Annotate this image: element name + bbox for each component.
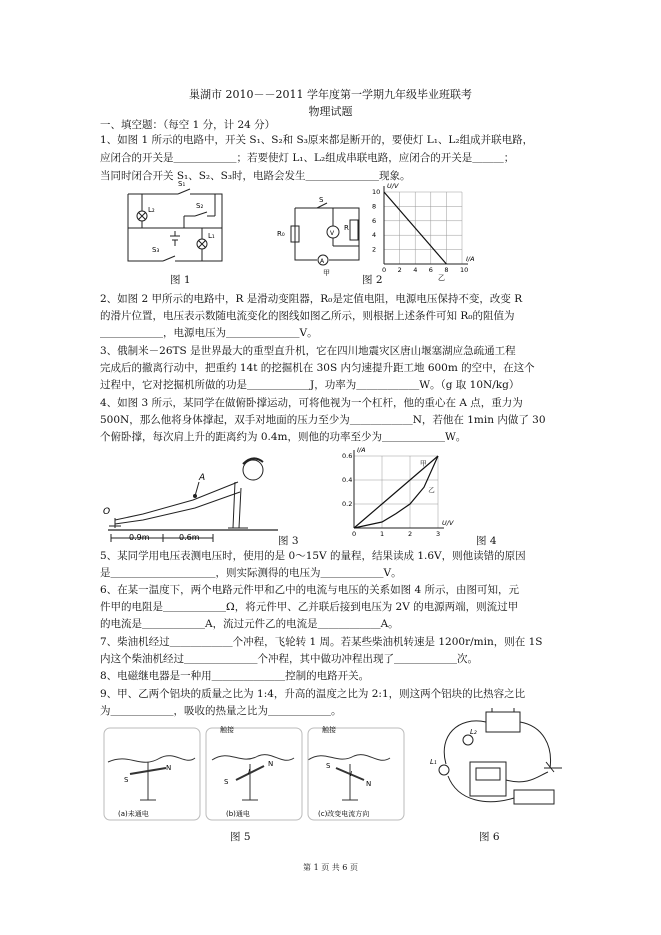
- fig5-panel-label: (b)通电: [226, 810, 250, 818]
- figure-3-caption: 图 3: [278, 535, 299, 547]
- figure-1-circuit: [120, 180, 230, 270]
- q1-line: 当同时闭合开关 S₁、S₂、S₃时，电路会发生＿＿＿＿＿＿＿现象。: [100, 170, 411, 182]
- y-tick-label: 0.4: [342, 476, 353, 484]
- y-tick-label: 8: [372, 202, 377, 211]
- x-tick-label: 1: [380, 530, 385, 538]
- q4-line: 500N，那么他将身体撑起，双手对地面的压力至少为＿＿＿＿＿＿N，若他在 1min 内做了 30: [100, 414, 546, 426]
- fig5-label-s: S: [124, 776, 129, 784]
- figure-4-caption: 图 4: [476, 535, 497, 547]
- y-axis-label: I/A: [357, 446, 366, 454]
- x-axis-label: U/V: [442, 519, 454, 527]
- q2-line: 2、如图 2 甲所示的电路中，R 是滑动变阻器，R₀是定值电阻，电源电压保持不变，改变 R: [100, 293, 523, 305]
- fig1-label: L₁: [208, 232, 215, 240]
- fig6-label-l2: L₂: [470, 728, 477, 736]
- page-footer: 第 1 页 共 6 页: [303, 863, 358, 872]
- fig5-label-s: S: [326, 762, 331, 770]
- x-axis-label: I/A: [466, 255, 475, 263]
- figure-2-caption: 图 2: [362, 274, 383, 286]
- fig3-dim-2: 0.6m: [179, 533, 200, 542]
- x-tick-label: 0: [382, 266, 387, 274]
- x-tick-label: 2: [397, 266, 402, 274]
- q3-line: 过程中，它对挖掘机所做的功是＿＿＿＿＿＿J，功率为＿＿＿＿＿＿W。（g 取 10N/kg）: [100, 379, 520, 391]
- q2-line: ＿＿＿＿＿＿，电源电压为＿＿＿＿＿＿＿V。: [100, 327, 318, 339]
- section-heading: 一、填空题：（每空 1 分，计 24 分）: [100, 119, 276, 131]
- figure-1-caption: 图 1: [170, 274, 191, 286]
- fig1-label: S₂: [196, 202, 204, 210]
- q1-line: 1、如图 1 所示的电路中，开关 S₁、S₂和 S₃原来都是断开的，要使灯 L₁、L₂组成并联电路，: [100, 134, 534, 146]
- fig5-label-n: N: [166, 764, 172, 772]
- fig5-label-n: N: [366, 780, 372, 788]
- q5-line: 5、某同学用电压表测电压时，使用的是 0～15V 的量程，结果读成 1.6V，则他读错的原因: [100, 550, 526, 562]
- fig5-touch: 触接: [322, 726, 336, 734]
- series-label-2: 乙: [428, 486, 435, 494]
- q2-line: 的滑片位置，电压表示数随电流变化的图线如图乙所示，则根据上述条件可知 R₀的阻值为: [100, 310, 515, 322]
- q9-line: 9、甲、乙两个铝块的质量之比为 1:4，升高的温度之比为 2:1，则这两个铝块的比热容之比: [100, 688, 526, 700]
- q6-line: 件甲的电阻是＿＿＿＿＿＿Ω，将元件甲、乙并联后接到电压为 2V 的电源两端，则流过甲: [100, 601, 519, 613]
- y-tick-label: 0.2: [342, 500, 353, 508]
- fig3-dim-1: 0.9m: [129, 533, 150, 542]
- figure-6-circuit: [418, 706, 568, 828]
- fig2a-label: R₀: [277, 230, 285, 238]
- q3-line: 3、俄制米－26TS 是世界最大的重型直升机，它在四川地震灾区唐山堰塞湖应急疏通工程: [100, 345, 516, 357]
- q5-line: 是＿＿＿＿＿＿＿＿＿＿，则实际测得的电压为＿＿＿＿＿＿V。: [100, 567, 402, 579]
- figure-2a-circuit: [277, 196, 367, 277]
- y-tick-label: 0.6: [342, 452, 353, 460]
- fig5-label-s: S: [224, 778, 229, 786]
- x-tick-label: 2: [408, 530, 413, 538]
- x-tick-label: 3: [436, 530, 441, 538]
- q7-line: 内这个柴油机经过＿＿＿＿＿＿＿个冲程，其中做功冲程出现了＿＿＿＿＿＿次。: [100, 653, 478, 665]
- fig5-label-i: I: [350, 770, 353, 778]
- fig5-panel-label: (c)改变电流方向: [318, 810, 370, 818]
- figure-4-chart: [336, 446, 456, 546]
- figure-5-caption: 图 5: [230, 831, 251, 843]
- fig3-label-o: O: [103, 507, 111, 517]
- fig6-label-l1: L₁: [430, 758, 437, 766]
- fig5-touch: 触接: [220, 726, 234, 734]
- fig2a-label: S: [319, 196, 324, 204]
- y-tick-label: 6: [372, 216, 377, 225]
- x-tick-label: 0: [352, 530, 357, 538]
- y-axis-label: U/V: [387, 182, 399, 190]
- q7-line: 7、柴油机经过＿＿＿＿＿＿个冲程，飞轮转 1 周。若某些柴油机转速是 1200r/min，则在 1S: [100, 636, 543, 648]
- y-tick-label: 4: [372, 231, 377, 240]
- q4-line: 4、如图 3 所示，某同学在做俯卧撑运动，可将他视为一个杠杆，他的重心在 A 点，重力为: [100, 397, 523, 409]
- q1-line: 应闭合的开关是＿＿＿＿＿＿；若要使灯 L₁、L₂组成串联电路，应闭合的开关是＿＿＿；: [100, 152, 515, 164]
- fig5-panel-label: (a)未通电: [118, 810, 149, 818]
- figure-5-oersted: [100, 722, 410, 828]
- q8-line: 8、电磁继电器是一种用＿＿＿＿＿＿＿控制的电路开关。: [100, 670, 370, 682]
- fig2a-sublabel: 甲: [323, 269, 330, 277]
- fig5-label-i: I: [248, 768, 251, 776]
- y-tick-label: 2: [372, 245, 377, 254]
- y-tick-label: 10: [372, 188, 381, 196]
- fig1-label: S₃: [152, 246, 160, 254]
- q9-line: 为＿＿＿＿＿＿，吸收的热量之比为＿＿＿＿＿＿。: [100, 705, 342, 717]
- q6-line: 6、在某一温度下，两个电路元件甲和乙中的电流与电压的关系如图 4 所示，由图可知，元: [100, 584, 520, 596]
- q4-line: 个俯卧撑，每次肩上升的距离约为 0.4m，则他的功率至少为＿＿＿＿＿＿W。: [100, 431, 467, 443]
- figure-6-caption: 图 6: [479, 831, 500, 843]
- fig1-label: L₂: [148, 206, 155, 214]
- figure-2b-chart: [368, 182, 478, 282]
- exam-title: 巢湖市 2010－－2011 学年度第一学期九年级毕业班联考: [189, 88, 472, 101]
- x-tick-label: 6: [428, 266, 433, 274]
- x-tick-label: 10: [460, 266, 469, 274]
- x-tick-label: 8: [444, 266, 449, 274]
- series-label-1: 甲: [420, 459, 427, 468]
- fig2a-label: A: [320, 258, 325, 265]
- q6-line: 的电流是＿＿＿＿＿＿A，流过元件乙的电流是＿＿＿＿＿＿A。: [100, 618, 399, 630]
- fig5-label-n: N: [268, 760, 274, 768]
- exam-subject: 物理试题: [308, 105, 353, 118]
- fig1-label: S₁: [178, 180, 186, 188]
- fig2a-label: V: [330, 230, 335, 237]
- fig3-label-a: A: [199, 473, 206, 483]
- fig2a-label: R: [344, 224, 349, 232]
- q3-line: 完成后的撤离行动中，把重约 14t 的挖掘机在 30S 内匀速提升距工地 600m 的空中，在这个: [100, 362, 535, 374]
- fig2b-sublabel: 乙: [438, 274, 445, 282]
- x-tick-label: 4: [413, 266, 418, 274]
- figure-3-pushup: [103, 448, 283, 547]
